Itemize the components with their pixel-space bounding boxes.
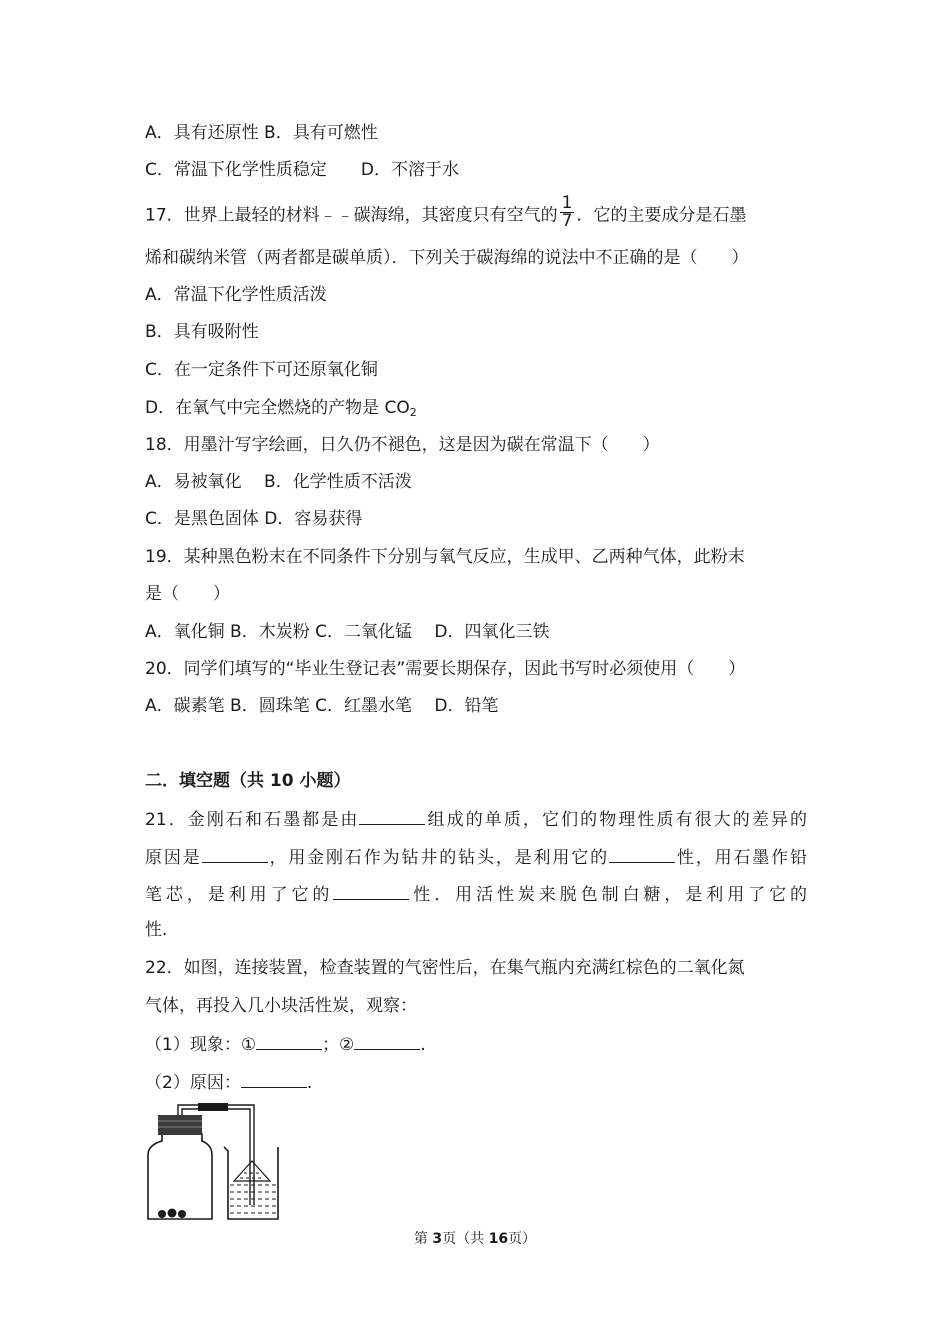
q19-stem-line2: 是（ ） — [145, 584, 230, 604]
q17-option-d-text: D．在氧气中完全燃烧的产物是 CO — [145, 398, 410, 418]
q22-text-2: ；② — [322, 1035, 355, 1055]
q17-option-b: B．具有吸附性 — [145, 322, 259, 342]
q21-text-1: 21．金刚石和石墨都是由 — [145, 810, 360, 830]
rubber-tube-clamp — [198, 1103, 228, 1111]
q19-options: A．氧化铜 B．木炭粉 C．二氧化锰 D．四氧化三铁 — [145, 622, 550, 642]
q20-options: A．碳素笔 B．圆珠笔 C．红墨水笔 D．铅笔 — [145, 696, 499, 716]
activated-charcoal-icon — [158, 1209, 186, 1219]
q16-options-row2: C．常温下化学性质稳定 D．不溶于水 — [145, 160, 459, 180]
total-pages: 16 — [488, 1231, 509, 1247]
q22-reason — [145, 1069, 312, 1095]
q18-options-row2: C．是黑色固体 D．容易获得 — [145, 509, 363, 529]
q18-stem: 18．用墨汁写字绘画，日久仍不褪色，这是因为碳在常温下（ ） — [145, 435, 660, 455]
water — [230, 1185, 276, 1213]
q22-text-1: （1）现象：① — [145, 1035, 257, 1055]
q22-text-4: （2）原因： — [145, 1073, 241, 1093]
q17-option-c: C．在一定条件下可还原氧化铜 — [145, 360, 378, 380]
fraction-numerator: 1 — [561, 193, 573, 213]
q21-text-3: 原因是 — [145, 848, 202, 868]
footer-text-3: 页） — [508, 1231, 537, 1247]
page-number: 3 — [432, 1231, 443, 1247]
q22-stem-line2: 气体，再投入几小块活性炭，观察： — [145, 996, 417, 1016]
q18-options-row1: A．易被氧化 B．化学性质不活泼 — [145, 472, 412, 492]
q21-text-6: 笔芯，是利用了它的 — [145, 885, 334, 905]
q21-line2 — [145, 844, 807, 870]
fraction-one-seventh — [560, 195, 575, 230]
subscript-2: 2 — [409, 406, 417, 419]
gas-jar — [148, 1131, 212, 1219]
q17-option-d — [145, 396, 417, 425]
q21-line1 — [145, 806, 807, 832]
page-footer — [0, 1228, 950, 1248]
q21-text-4: ，用金刚石作为钻井的钻头，是利用它的 — [267, 848, 609, 868]
q22-phenomenon — [145, 1031, 426, 1057]
q22-text-3: . — [420, 1035, 426, 1055]
q17-option-a: A．常温下化学性质活泼 — [145, 285, 327, 305]
q21-text-5: 性，用石墨作铅 — [674, 848, 808, 868]
beaker — [224, 1147, 278, 1219]
q17-stem-line1 — [145, 193, 747, 233]
q21-line3 — [145, 881, 807, 907]
q16-options-row1: A．具有还原性 B．具有可燃性 — [145, 123, 378, 143]
q22-text-5: . — [306, 1073, 313, 1093]
fraction-denominator: 7 — [561, 211, 573, 231]
q21-line4: 性． — [145, 920, 179, 940]
answer-blank[interactable] — [256, 1031, 322, 1050]
q21-text-2: 组成的单质，它们的物理性质有很大的差异的 — [425, 810, 807, 830]
q17-stem-line2: 烯和碳纳米管（两者都是碳单质）．下列关于碳海绵的说法中不正确的是（ ） — [145, 248, 749, 268]
footer-text-1: 第 — [413, 1231, 433, 1247]
q17-stem-part-b: ．它的主要成分是石墨 — [576, 205, 747, 226]
footer-text-2: 页（共 — [442, 1231, 489, 1247]
q19-stem-line1: 19．某种黑色粉末在不同条件下分别与氧气反应，生成甲、乙两种气体，此粉末 — [145, 547, 745, 567]
answer-blank[interactable] — [609, 844, 675, 863]
apparatus-diagram — [140, 1095, 290, 1225]
answer-blank[interactable] — [241, 1069, 307, 1088]
stopper-icon — [158, 1115, 202, 1135]
q17-stem-part-a: 17．世界上最轻的材料﹣﹣碳海绵，其密度只有空气的 — [145, 205, 558, 226]
section-title-fill-in: 二．填空题（共 10 小题） — [145, 771, 351, 791]
q21-text-7: 性．用活性炭来脱色制白糖，是利用了它的 — [409, 885, 808, 905]
answer-blank[interactable] — [359, 806, 425, 825]
answer-blank[interactable] — [202, 844, 268, 863]
q22-stem-line1: 22．如图，连接装置，检查装置的气密性后，在集气瓶内充满红棕色的二氧化氮 — [145, 958, 745, 978]
answer-blank[interactable] — [354, 1031, 420, 1050]
answer-blank[interactable] — [333, 881, 409, 900]
q20-stem: 20．同学们填写的“毕业生登记表”需要长期保存，因此书写时必须使用（ ） — [145, 659, 746, 679]
